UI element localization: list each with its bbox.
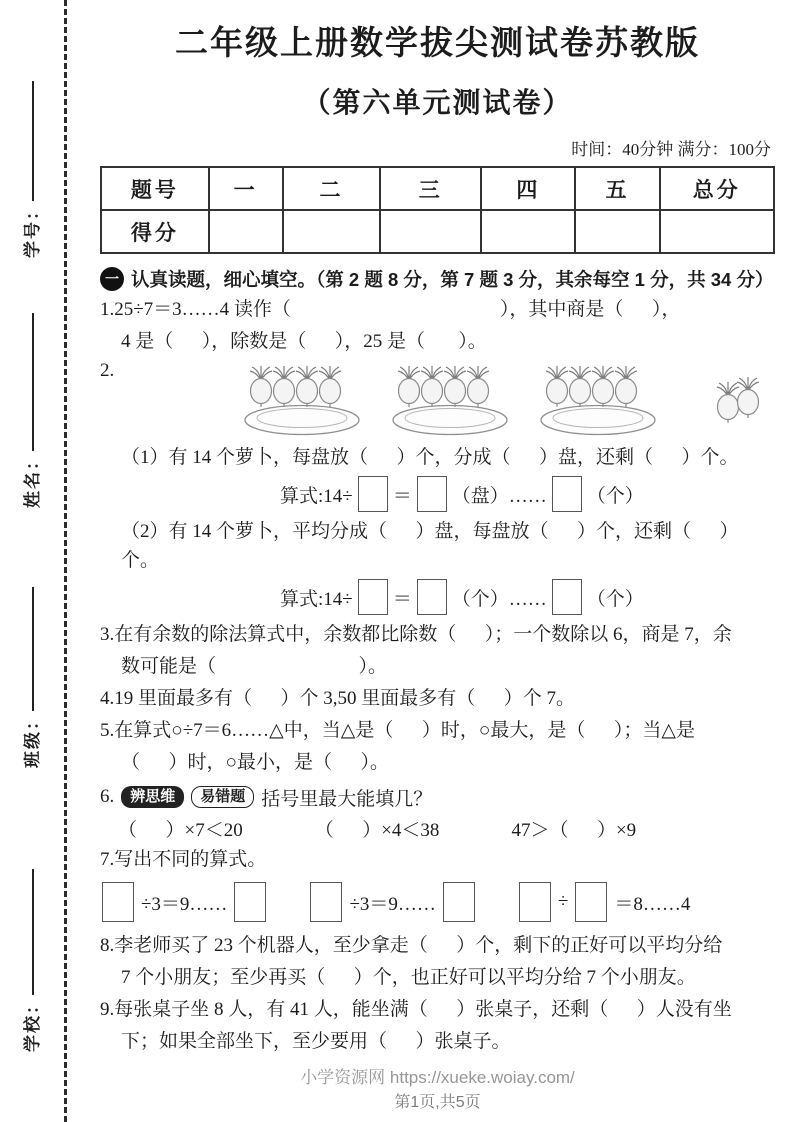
page-footer (100, 1063, 775, 1112)
name-blank-line (30, 313, 34, 451)
school-label: 学校： (23, 995, 42, 1052)
score-table-header-cell: 二 (283, 167, 381, 210)
equation-with-boxes (102, 882, 266, 922)
equals-sign: ＝ (392, 485, 412, 507)
answer-box (519, 882, 551, 922)
equation-text: ÷3＝9…… (349, 893, 436, 915)
score-table-header-cell: 一 (209, 167, 283, 210)
page-title: 二年级上册数学拔尖测试卷苏教版 (175, 26, 700, 62)
expression: （ ）×4＜38 (314, 819, 440, 841)
question-1-line-1: 1.25÷7＝3……4 读作（ ），其中商是（ ）， (100, 298, 681, 320)
score-cell-empty (380, 210, 481, 253)
question-7-line-1: 7.写出不同的算式。 (100, 848, 267, 870)
question-7-equations (102, 882, 775, 922)
radish-plate-image (390, 360, 510, 440)
score-table (100, 166, 775, 254)
student-id-label: 学号： (23, 201, 42, 258)
question-6-header (100, 784, 775, 811)
expression: 47＞（ ）×9 (511, 819, 637, 841)
error-prone-badge: 易错题 (191, 786, 254, 808)
answer-box (102, 882, 134, 922)
answer-box (310, 882, 342, 922)
answer-box (417, 476, 447, 512)
score-table-header-cell: 总分 (660, 167, 774, 210)
score-cell-empty (481, 210, 575, 253)
paper-content (100, 0, 775, 1112)
score-table-header-cell: 五 (575, 167, 659, 210)
score-table-header-row (101, 167, 774, 210)
section-one-header (100, 266, 775, 292)
unit-text: （盘）…… (451, 485, 547, 507)
school-blank-line (30, 869, 34, 995)
question-2-illustration (100, 360, 775, 440)
question-4-line-1: 4.19 里面最多有（ ）个 3,50 里面最多有（ ）个 7。 (100, 688, 576, 710)
class-blank-line (30, 587, 34, 711)
exam-time-score-meta: 时间：40分钟 满分：100分 (571, 140, 771, 160)
answer-box (575, 882, 607, 922)
score-table-header-cell: 题号 (101, 167, 209, 210)
unit-text: （个） (586, 588, 644, 610)
question-2-formula-2 (280, 579, 775, 615)
radish-plate-image (538, 360, 658, 440)
question-9-line-2: 下；如果全部坐下，至少要用（ ）张桌子。 (121, 1031, 511, 1053)
binding-dashed-line (64, 0, 67, 1122)
score-cell-empty (209, 210, 283, 253)
name-label: 姓名： (23, 451, 42, 508)
answer-box (358, 579, 388, 615)
critical-thinking-badge: 辨思维 (121, 786, 184, 808)
question-6-text: 括号里最大能填几？ (261, 788, 433, 810)
answer-box (358, 476, 388, 512)
division-sign: ÷ (557, 891, 569, 913)
unit-text: （个） (586, 485, 644, 507)
question-8-line-2: 7 个小朋友；至少再买（ ）个，也正好可以平均分给 7 个小朋友。 (121, 967, 696, 989)
page-subtitle: （第六单元测试卷） (302, 88, 573, 120)
unit-text: （个）…… (451, 588, 547, 610)
question-2-formula-1 (280, 476, 775, 512)
question-5-line-2: （ ）时，○最小，是（ ）。 (121, 752, 389, 774)
formula-prefix: 算式:14÷ (280, 588, 353, 610)
radish-plate-image (242, 360, 362, 440)
answer-box (417, 579, 447, 615)
section-number-badge: 一 (100, 267, 124, 291)
question-9-line-1: 9.每张桌子坐 8 人，有 41 人，能坐满（ ）张桌子，还剩（ ）人没有坐 (100, 999, 732, 1021)
class-label: 班级： (23, 711, 42, 768)
question-2-number: 2. (100, 360, 115, 382)
student-id-blank-line (30, 81, 34, 201)
question-8-line-1: 8.李老师买了 23 个机器人，至少拿走（ ）个，剩下的正好可以平均分给 (100, 935, 723, 957)
question-5-line-1: 5.在算式○÷7＝6……△中，当△是（ ）时，○最大，是（ ）；当△是 (100, 720, 695, 742)
score-table-header-cell: 三 (380, 167, 481, 210)
score-cell-empty (575, 210, 659, 253)
equation-with-boxes (519, 882, 690, 922)
answer-box (552, 476, 582, 512)
answer-box (234, 882, 266, 922)
section-one-title: 认真读题，细心填空。（第 2 题 8 分，第 7 题 3 分，其余每空 1 分，共 34 分） (131, 269, 774, 291)
question-6-number: 6. (100, 786, 115, 808)
formula-prefix: 算式:14÷ (280, 485, 353, 507)
answer-box (443, 882, 475, 922)
score-cell-empty (660, 210, 774, 253)
equation-with-boxes (310, 882, 474, 922)
question-2-part-1: （1）有 14 个萝卜，每盘放（ ）个，分成（ ）盘，还剩（ ）个。 (121, 446, 739, 468)
equals-sign: ＝ (392, 588, 412, 610)
question-3-line-1: 3.在有余数的除法算式中，余数都比除数（ ）；一个数除以 6，商是 7，余 (100, 624, 732, 646)
question-3-line-2: 数可能是（ ）。 (121, 656, 388, 678)
score-table-score-row (101, 210, 774, 253)
score-cell-empty (283, 210, 381, 253)
question-6-expressions (118, 815, 775, 842)
answer-box (552, 579, 582, 615)
score-row-label: 得分 (101, 210, 209, 253)
score-table-header-cell: 四 (481, 167, 575, 210)
question-1-line-2: 4 是（ ），除数是（ ），25 是（ ）。 (121, 330, 487, 352)
equation-text: ÷3＝9…… (141, 893, 228, 915)
question-2-part-2: （2）有 14 个萝卜，平均分成（ ）盘，每盘放（ ）个，还剩（ ）个。 (121, 521, 739, 571)
radish-pair-image (716, 372, 764, 430)
source-site-url: 小学资源网 https://xueke.woiay.com/ (300, 1067, 575, 1087)
expression: （ ）×7＜20 (118, 819, 243, 841)
page-number-info: 第1页,共5页 (394, 1093, 481, 1111)
equation-text: ＝8……4 (614, 893, 691, 915)
